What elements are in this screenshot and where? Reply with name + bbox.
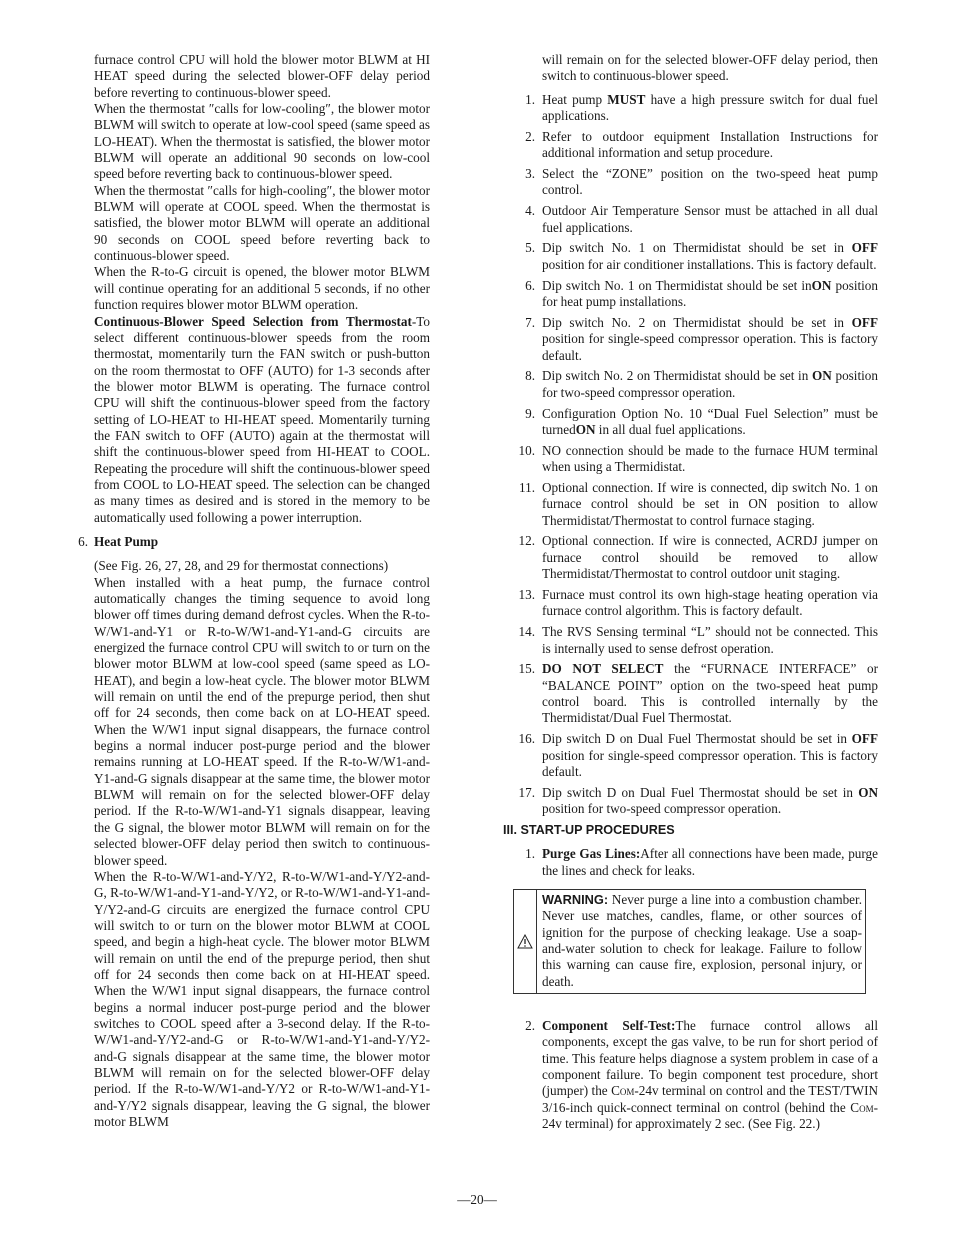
emphasis-text: DO NOT SELECT [542, 661, 664, 677]
list-number: 2. [525, 1018, 535, 1034]
item-text: Refer to outdoor equipment Installation Instructions for additional information and setup procedure. [542, 128, 878, 161]
list-item [513, 846, 878, 879]
list-item [513, 240, 878, 273]
paragraph: When the R-to-G circuit is opened, the blower motor BLWM will continue operating for an additional 5 seconds, if no other function requires blower motor BLWM operation. [94, 264, 430, 313]
item-text: Configuration Option No. 10 “Dual Fuel Selection” must be turned [542, 405, 878, 437]
emphasis-text: ON [812, 368, 832, 384]
item-text: position for single-speed compressor operation. This is factory default. [542, 331, 878, 363]
item-text: After all connections have been made, purge the lines and check for leaks. [542, 846, 878, 878]
item-text: Dip switch No. 1 on Thermidistat should be set in [542, 240, 852, 256]
item-text: Outdoor Air Temperature Sensor must be attached in all dual fuel applications. [542, 203, 878, 235]
item-text-smallcaps: om [859, 1099, 874, 1115]
list-number: 14. [518, 624, 535, 640]
list-item [513, 443, 878, 476]
paragraph: When the thermostat ″calls for low-cooling″, the blower motor BLWM will switch to operate at low-cool speed (same speed as LO-HEAT). When the thermostat is satisfied, the blower motor BLWM will operate an additional 90 seconds on low-cool speed before reverting back to continuous-blower speed. [94, 101, 430, 182]
warning-label: WARNING: [542, 891, 609, 907]
list-number: 11. [519, 479, 535, 495]
item-text: Heat pump [542, 91, 608, 107]
emphasis-text: ON [858, 784, 878, 800]
item-text: -24v terminal) for approximately 2 sec. (See Fig. 22.) [542, 1099, 878, 1132]
continuous-blower-paragraph [94, 314, 430, 526]
list-number: 4. [525, 203, 535, 219]
warning-text: Never purge a line into a combustion chamber. Never use matches, candles, flame, or other sources of ignition for the purpose of checking leakage. Use a soap-and-water solution to check for leakage. Failure to follow this warning can cause fire, explosion, personal injury, or death. [542, 891, 862, 989]
page-number: —20— [457, 1192, 497, 1207]
list-number: 15. [518, 661, 535, 677]
list-number: 10. [518, 442, 535, 458]
list-number: 2. [525, 128, 535, 144]
item-text: position for heat pump installations. [542, 277, 878, 309]
list-item [513, 533, 878, 582]
item-text: the “FURNACE INTERFACE” or “BALANCE POINT” option on the two-speed heat pump control board. This is controlled internally by the Thermidistat/Dual Fuel Thermostat. [542, 661, 878, 726]
emphasis-text: OFF [851, 731, 878, 747]
paragraph: furnace control CPU will hold the blower motor BLWM at HI HEAT speed during the selected blower-OFF delay period before reverting to continuous-blower speed. [94, 52, 430, 100]
inline-heading: Purge Gas Lines: [542, 846, 641, 862]
item-text: Dip switch D on Dual Fuel Thermostat should be set in [542, 784, 859, 800]
list-item [513, 166, 878, 199]
item-text: NO connection should be made to the furnace HUM terminal when using a Thermidistat. [542, 442, 878, 475]
heat-pump-heading [78, 533, 430, 550]
item-text: Dip switch No. 2 on Thermidistat should be set in [542, 368, 813, 384]
warning-triangle-icon [517, 934, 533, 949]
item-text: Optional connection. If wire is connected, ACRDJ jumper on furnace control shouild be removed to allow Thermidistat/Thermostat to control outdoor unit staging. [542, 533, 878, 582]
list-number: 1. [525, 846, 535, 862]
section-heading: III. START-UP PROCEDURES [503, 822, 675, 837]
list-item [513, 129, 878, 162]
paragraph: (See Fig. 26, 27, 28, and 29 for thermostat connections) [94, 558, 389, 574]
warning-text-block [542, 892, 865, 990]
list-number: 5. [525, 240, 535, 256]
list-item [513, 315, 878, 364]
list-number: 16. [518, 731, 535, 747]
list-item [513, 587, 878, 620]
list-item [513, 1018, 878, 1132]
warning-box [513, 889, 866, 994]
list-number: 17. [518, 784, 535, 800]
list-item [513, 406, 878, 439]
emphasis-text: OFF [851, 240, 878, 256]
item-text: The furnace control allows all components, except the gas valve, to be run for short period of time. This feature helps diagnose a system problem in case of a component failure. To begin component test procedure, short (jumper) the C [542, 1018, 878, 1099]
heading-text: Heat Pump [94, 533, 159, 549]
list-item [513, 480, 878, 529]
list-number: 1. [525, 91, 535, 107]
paragraph: When installed with a heat pump, the furnace control automatically changes the timing sequence to avoid long blower off times during demand defrost cycles. When the R-to-W/W1-and-Y1 or R-to-W/W1-and-Y1-and-G circuits are energized the furnace control CPU will switch to or turn on the blower motor BLWM at low-cool speed (same speed as LO-HEAT), and begin a low-heat cycle. The blower motor BLWM will remain on until the end of the prepurge period, then shut off for 24 seconds, then come back on at LO-HEAT speed. When the W/W1 input signal disappears, the furnace control begins a normal inducer post-purge period and the blower remains running at LO-HEAT speed. If the R-to-W/W1-and-Y1-and-G signals disappear at the same time, the blower motor BLWM will remain on for the selected blower-OFF delay period. If the R-to-W/W1-and-Y1 signals disappear, leaving the G signal, the blower motor BLWM will remain on for the selected blower-OFF delay period then switch to continuous-blower speed. [94, 574, 430, 868]
item-text: have a high pressure switch for dual fuel applications. [542, 91, 878, 124]
inline-heading: Component Self-Test: [542, 1018, 676, 1034]
dual-fuel-notes-list [513, 92, 878, 818]
item-text-smallcaps: om [619, 1083, 635, 1099]
list-item [513, 785, 878, 818]
item-text: position for single-speed compressor operation. This is factory default. [542, 747, 878, 779]
right-column [503, 52, 879, 1137]
item-text: position for two-speed compressor operation. [542, 368, 878, 400]
emphasis-text: ON [575, 421, 596, 437]
item-text: Select the “ZONE” position on the two-speed heat pump control. [542, 166, 878, 198]
left-column [78, 52, 430, 1130]
warning-icon-cell [514, 890, 537, 993]
item-text: in all dual fuel applications. [595, 421, 746, 437]
list-number: 12. [518, 533, 535, 549]
item-text: Optional connection. If wire is connected, dip switch No. 1 on furnace control should be set in ON position to allow Thermidistat/Thermostat to control furnace staging. [542, 479, 878, 528]
item-text: position for air conditioner installations. This is factory default. [542, 256, 877, 272]
list-number: 6. [78, 533, 88, 549]
list-number: 3. [525, 166, 535, 182]
paragraph: When the thermostat ″calls for high-cooling″, the blower motor BLWM will operate at COOL speed. When the thermostat is satisfied, the blower motor BLWM will operate an additional 90 seconds on COOL speed before reverting back to continuous-blower speed. [94, 182, 430, 264]
item-text: position for two-speed compressor operation. [542, 801, 782, 817]
item-text: Furnace must control its own high-stage heating operation via furnace control algorithm. This is factory default. [542, 586, 878, 619]
paragraph: will remain on for the selected blower-OFF delay period, then switch to continuous-blower speed. [542, 52, 878, 84]
list-item [513, 92, 878, 125]
inline-heading: Continuous-Blower Speed Selection from Thermostat [94, 313, 412, 329]
list-item [513, 661, 878, 726]
emphasis-text: ON [811, 277, 832, 293]
list-number: 6. [525, 277, 535, 293]
item-text: Dip switch No. 2 on Thermidistat should be set in [542, 314, 852, 330]
list-item [513, 368, 878, 401]
list-number: 9. [525, 405, 535, 421]
list-number: 13. [518, 586, 535, 602]
emphasis-text: MUST [607, 91, 646, 107]
list-number: 7. [525, 314, 535, 330]
list-item [513, 278, 878, 311]
item-text: Dip switch No. 1 on Thermidistat should be set in [542, 277, 812, 293]
item-text: The RVS Sensing terminal “L” should not be connected. This is internally used to sense defrost operation. [542, 624, 878, 656]
paragraph-text: -To select different continuous-blower speeds from the room thermostat, momentarily turn the FAN switch or push-button on the room thermostat to OFF (AUTO) for 1-3 seconds after the blower motor BLWM is operating. The furnace control CPU will shift the continuous-blower speed from the factory setting of LO-HEAT to HI-HEAT speed. Momentarily turning the FAN switch to OFF (AUTO) again at the thermostat will shift the continuous-blower speed from HI-HEAT to COOL. Repeating the procedure will shift the continuous-blower speed from COOL to LO-HEAT speed. The selection can be changed as many times as desired and is stored in the memory to be automatically used following a power interruption. [94, 313, 430, 525]
item-text: Dip switch D on Dual Fuel Thermostat should be set in [542, 731, 852, 747]
paragraph: When the R-to-W/W1-and-Y/Y2, R-to-W/W1-and-Y/Y2-and-G, R-to-W/W1-and-Y1-and-Y/Y2, or R-to-W/W1-and-Y1-and-Y/Y2-and-G circuits are energized the furnace control CPU will switch to or turn on the blower motor BLWM at COOL speed, and begin a high-heat cycle. The blower motor BLWM will remain on until the end of the prepurge period, then shut off for 24 seconds then come back on at HI-HEAT speed. When the W/W1 input signal disappears, the furnace control begins a normal inducer post-purge period and the blower switches to COOL speed after a 3-second delay. If the R-to-W/W1-and-Y/Y2-and-G or R-to-W/W1-and-Y1-and-Y/Y2-and-G signals disappear at the same time, the blower motor BLWM will remain on for the selected blower-OFF delay period. If the R-to-W/W1-and-Y/Y2 or R-to-W/W1-and-Y1-and-Y/Y2 signals disappear, leaving the G signal, the blower motor BLWM [94, 868, 430, 1129]
item-text: -24v terminal on control and the TEST/TWIN 3/16-inch quick-connect terminal on control (behind the C [542, 1083, 879, 1115]
list-item [513, 731, 878, 780]
list-item [513, 624, 878, 657]
emphasis-text: OFF [851, 314, 878, 330]
list-item [513, 203, 878, 236]
list-number: 8. [525, 368, 535, 384]
